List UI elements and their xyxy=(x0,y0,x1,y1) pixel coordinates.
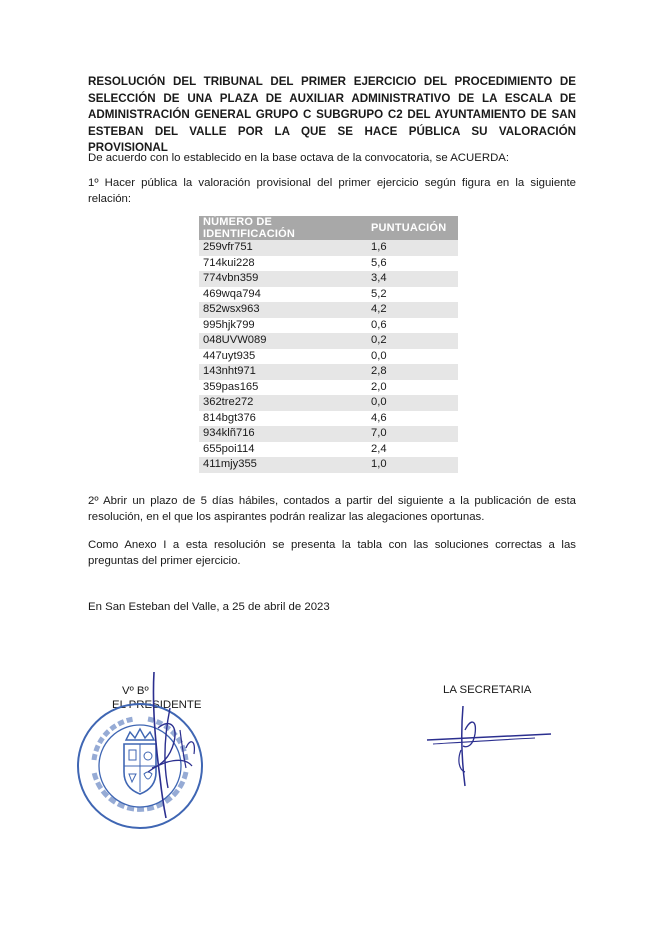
id-cell: 814bgt376 xyxy=(199,411,367,427)
table-header-row xyxy=(199,216,458,240)
table-row xyxy=(199,380,458,396)
president-signature-icon xyxy=(140,668,220,828)
table-row xyxy=(199,256,458,272)
secretary-signature-icon xyxy=(425,700,555,790)
score-cell: 2,4 xyxy=(367,442,458,458)
score-cell: 0,6 xyxy=(367,318,458,334)
id-cell: 995hjk799 xyxy=(199,318,367,334)
score-cell: 1,0 xyxy=(367,457,458,473)
score-cell: 1,6 xyxy=(367,240,458,256)
score-cell: 4,2 xyxy=(367,302,458,318)
score-cell: 5,2 xyxy=(367,287,458,303)
header-id: NÚMERO DE IDENTIFICACIÓN xyxy=(199,216,367,240)
table-row xyxy=(199,271,458,287)
id-cell: 447uyt935 xyxy=(199,349,367,365)
id-cell: 934klñ716 xyxy=(199,426,367,442)
intro-paragraph: De acuerdo con lo establecido en la base octava de la convocatoria, se ACUERDA: xyxy=(88,152,510,164)
header-score: PUNTUACIÓN xyxy=(367,216,458,240)
score-cell: 2,8 xyxy=(367,364,458,380)
table-row xyxy=(199,240,458,256)
score-cell: 7,0 xyxy=(367,426,458,442)
table-row xyxy=(199,364,458,380)
id-cell: 714kui228 xyxy=(199,256,367,272)
annex-paragraph: Como Anexo I a esta resolución se presenta la tabla con las soluciones correctas a las preguntas del primer ejercicio. xyxy=(88,539,576,567)
score-cell: 3,4 xyxy=(367,271,458,287)
score-cell: 0,0 xyxy=(367,395,458,411)
score-cell: 4,6 xyxy=(367,411,458,427)
id-cell: 469wqa794 xyxy=(199,287,367,303)
id-cell: 048UVW089 xyxy=(199,333,367,349)
id-cell: 852wsx963 xyxy=(199,302,367,318)
table-row xyxy=(199,333,458,349)
id-cell: 143nht971 xyxy=(199,364,367,380)
score-cell: 2,0 xyxy=(367,380,458,396)
table-row xyxy=(199,287,458,303)
vb-label: Vº Bº xyxy=(122,685,149,697)
score-cell: 5,6 xyxy=(367,256,458,272)
table-row xyxy=(199,411,458,427)
table-row xyxy=(199,349,458,365)
document-title: RESOLUCIÓN DEL TRIBUNAL DEL PRIMER EJERCICIO DEL PROCEDIMIENTO DE SELECCIÓN DE UNA PLAZA DE AUXILIAR ADMINISTRATIVO DE LA ESCALA DE ADMINISTRACIÓN GENERAL GRUPO C SUBGRUPO C2 DEL AYUNTAMIENTO DE SAN ESTEBAN DEL VALLE POR LA QUE SE HACE PÚBLICA SU VALORACIÓN PROVISIONAL xyxy=(88,75,576,154)
table-row xyxy=(199,426,458,442)
president-label: EL PRESIDENTE xyxy=(112,699,202,711)
point-1-paragraph: 1º Hacer pública la valoración provisional del primer ejercicio según figura en la siguiente relación: xyxy=(88,177,576,205)
point-2-paragraph: 2º Abrir un plazo de 5 días hábiles, contados a partir del siguiente a la publicación de esta resolución, en el que los aspirantes podrán realizar las alegaciones oportunas. xyxy=(88,495,576,523)
table-row xyxy=(199,302,458,318)
table-row xyxy=(199,457,458,473)
id-cell: 774vbn359 xyxy=(199,271,367,287)
id-cell: 411mjy355 xyxy=(199,457,367,473)
id-cell: 362tre272 xyxy=(199,395,367,411)
table-row xyxy=(199,395,458,411)
score-cell: 0,0 xyxy=(367,349,458,365)
results-table xyxy=(199,216,458,473)
table-row xyxy=(199,442,458,458)
table-row xyxy=(199,318,458,334)
secretary-label: LA SECRETARIA xyxy=(443,684,532,696)
place-date: En San Esteban del Valle, a 25 de abril de 2023 xyxy=(88,601,330,613)
id-cell: 259vfr751 xyxy=(199,240,367,256)
id-cell: 655poi114 xyxy=(199,442,367,458)
score-cell: 0,2 xyxy=(367,333,458,349)
id-cell: 359pas165 xyxy=(199,380,367,396)
